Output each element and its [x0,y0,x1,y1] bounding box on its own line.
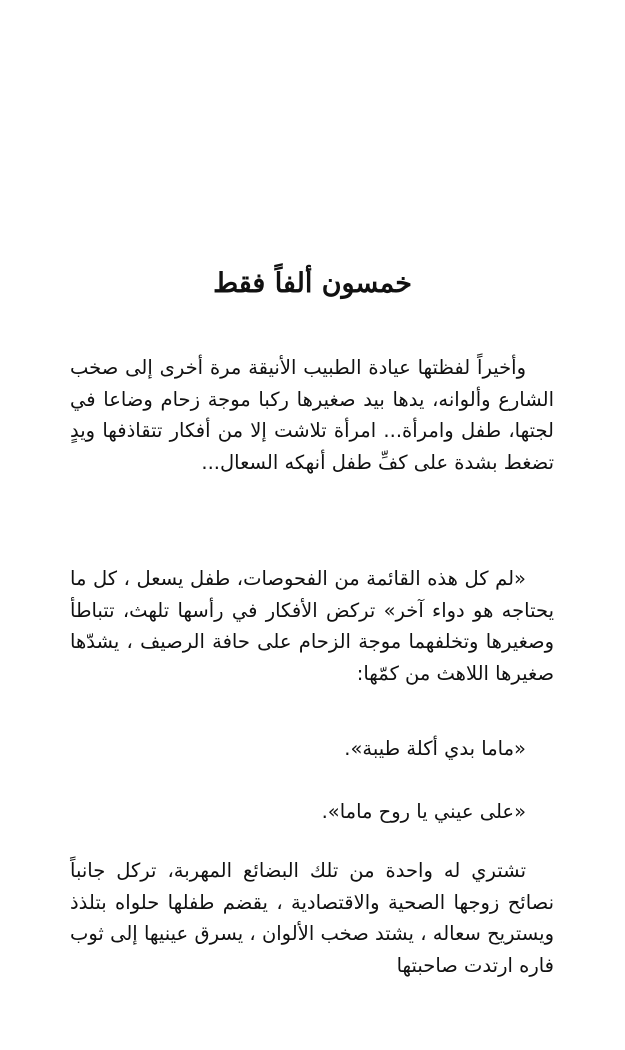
chapter-title: خمسون ألفاً فقط [213,268,412,299]
paragraph-3: تشتري له واحدة من تلك البضائع المهربة، تركل جانباً نصائح زوجها الصحية والاقتصادية ، يقضم طفلها حلواه بتلذذ ويستريح سعاله ، يشتد صخب الألوان ، يسرق عينيها إلى ثوب فاره ارتدت صاحبتها [70,859,554,977]
dialogue-line-2: «على عيني يا روح ماما». [321,800,526,823]
paragraph-1: وأخيراً لفظتها عيادة الطبيب الأنيقة مرة أخرى إلى صخب الشارع وألوانه، يدها بيد صغيرها ركبا موجة زحام وضاعا في لجتها، طفل وامرأة... امرأة تلاشت إلا من أفكار تتقاذفها ويدٍ تضغط بشدة على كفِّ طفل أنهكه السعال... [70,356,554,474]
dialogue-line-1: «ماما بدي أكلة طيبة». [344,737,526,760]
paragraph-2: «لم كل هذه القائمة من الفحوصات، طفل يسعل ، كل ما يحتاجه هو دواء آخر» تركض الأفكار في رأسها تلهث، تتباطأ وصغيرها وتخلفهما موجة الزحام على حافة الرصيف ، يشدّها صغيرها اللاهث من كمّها: [70,567,554,685]
